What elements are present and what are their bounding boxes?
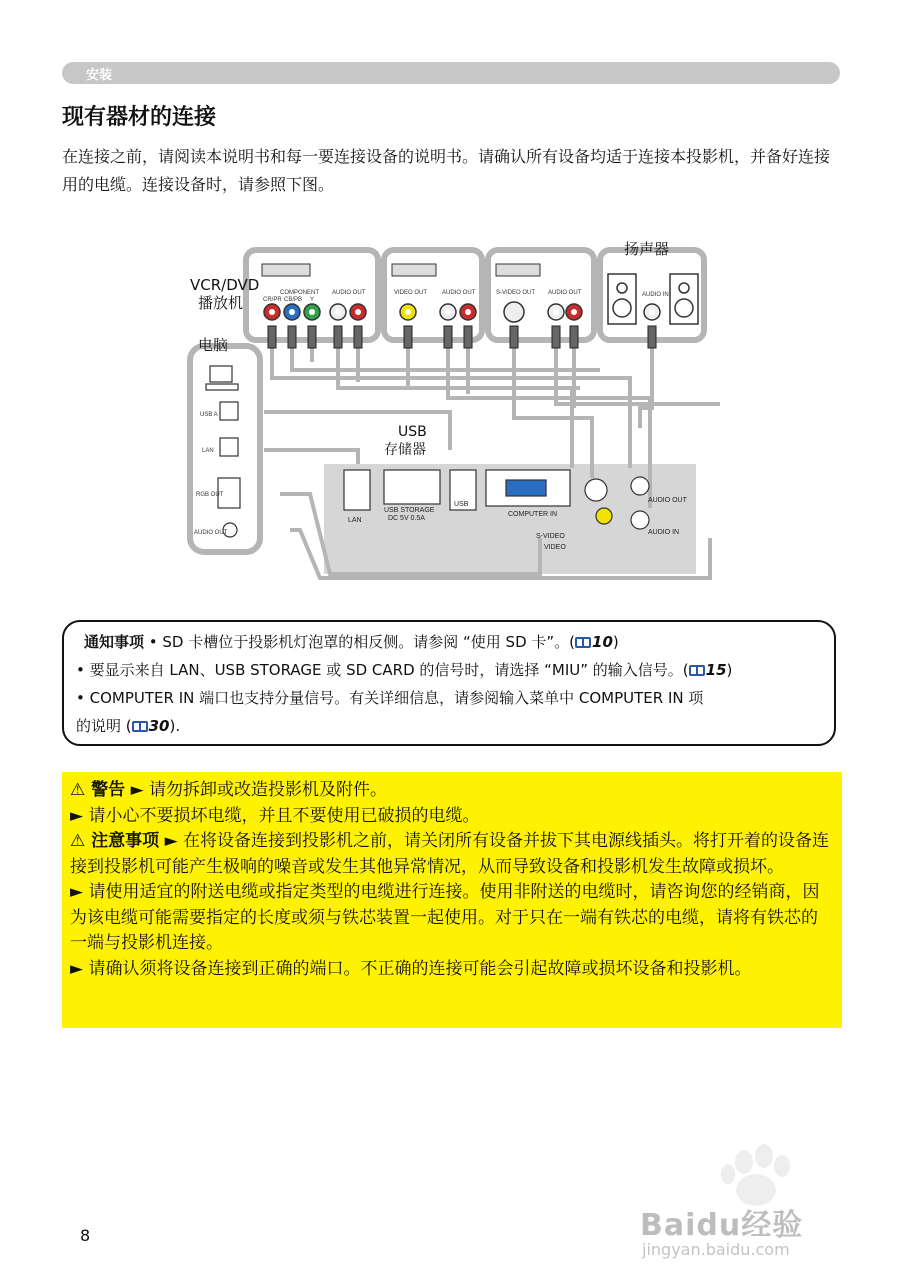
y-label: Y (310, 297, 315, 303)
notice-line-3: • COMPUTER IN 端口也支持分量信号。有关详细信息，请参阅输入菜单中 COMPUTER IN 项 (76, 689, 704, 707)
cable-svideo (514, 348, 592, 478)
caution-line-3: ► 请确认须将设备连接到正确的端口。不正确的连接可能会引起故障或损坏设备和投影机。 (70, 958, 752, 979)
notice-text-2: • 要显示来自 LAN、USB STORAGE 或 SD CARD 的信号时，请选择 “MIU” 的输入信号。( (76, 661, 689, 679)
proj-svideo-label: S-VIDEO (536, 533, 565, 540)
proj-audio-out-port (631, 477, 649, 495)
proj-audio-in-label: AUDIO IN (648, 529, 680, 536)
proj-video-label: VIDEO (544, 544, 566, 551)
proj-audio-out-label: AUDIO OUT (648, 497, 687, 504)
notice-text-4: 的说明 ( (76, 717, 132, 735)
proj-usb-storage-port (384, 470, 440, 504)
notice-close-1: ) (612, 633, 619, 651)
proj-audio-in-port (631, 511, 649, 529)
pc-lan-port (220, 438, 238, 456)
warning-label: ⚠ 警告 (70, 780, 126, 800)
pc-lan-label: LAN (202, 448, 214, 454)
pc-usb-label: USB A (200, 412, 218, 418)
section-label: 安装 (86, 68, 113, 83)
page-title: 现有器材的连接 (62, 105, 217, 130)
watermark-url: jingyan.baidu.com (642, 1240, 790, 1259)
page-number: 8 (80, 1226, 91, 1245)
jack-svideo (504, 302, 524, 322)
usb-memory-label: USB (398, 424, 427, 440)
audio-in-label-spk: AUDIO IN (642, 292, 669, 298)
notice-line-1 (76, 628, 822, 656)
cr-label: CR/PR (263, 297, 282, 303)
warning-text-1: ► 请勿拆卸或改造投影机及附件。 (125, 780, 388, 800)
ref-link-3[interactable]: 30 (148, 717, 170, 735)
watermark-brand: Baidu经验 (640, 1208, 804, 1243)
warning-line-2: ► 请小心不要损坏电缆，并且不要使用已破损的电缆。 (70, 805, 480, 826)
cb-label: CB/PB (284, 297, 303, 303)
proj-usb-label: USB (454, 501, 469, 508)
notice-lead: 通知事项 (84, 633, 145, 651)
section-bar (62, 62, 840, 84)
caution-line-2: ► 请使用适宜的附送电缆或指定类型的电缆进行连接。使用非附送的电缆时，请咨询您的经销商，因为该电缆可能需要指定的长度或须与铁芯装置一起使用。对于只在一端有铁芯的电缆，请将有铁芯的一端与投影机连接。 (70, 882, 820, 953)
book-icon (575, 637, 591, 648)
pc-usb-port (220, 402, 238, 420)
notice-box (62, 620, 836, 746)
speaker-label: 扬声器 (624, 240, 670, 258)
proj-lan-label: LAN (348, 517, 362, 524)
vcr-icons (262, 264, 540, 276)
proj-usb-storage-label: USB STORAGE (384, 507, 435, 514)
vcr-label-2: 播放机 (198, 294, 244, 312)
proj-computer-in-port (506, 480, 546, 496)
proj-video-port (596, 508, 612, 524)
pc-label: 电脑 (198, 336, 229, 354)
proj-svideo-port (585, 479, 607, 501)
proj-lan-port (344, 470, 370, 510)
vcr-label: VCR/DVD (190, 276, 260, 294)
audio-out-label-3: AUDIO OUT (548, 290, 582, 296)
notice-line-4 (76, 712, 822, 740)
pc-audio-label: AUDIO OUT (194, 530, 228, 536)
cable-audio-l1 (338, 348, 572, 468)
book-icon (132, 721, 148, 732)
usb-memory-label-2: 存储器 (384, 442, 426, 458)
ref-link-1[interactable]: 10 (592, 633, 613, 651)
proj-dc-label: DC 5V 0.5A (388, 515, 425, 522)
warning-line-1 (70, 778, 834, 804)
ref-link-2[interactable]: 15 (705, 661, 727, 679)
intro-paragraph: 在连接之前，请阅读本说明书和每一要连接设备的说明书。请确认所有设备均适于连接本投影机，并备好连接用的电缆。连接设备时，请参照下图。 (62, 147, 831, 194)
component-label: COMPONENT (280, 290, 319, 296)
proj-computer-in-label: COMPUTER IN (508, 511, 557, 518)
pc-rgb-label: RGB OUT (196, 492, 224, 498)
notice-close-3: ). (169, 717, 181, 735)
svideo-out-label: S-VIDEO OUT (496, 290, 536, 296)
book-icon (689, 665, 705, 676)
video-out-label: VIDEO OUT (394, 290, 428, 296)
caution-text-1: ► 在将设备连接到投影机之前，请关闭所有设备并拔下其电源线插头。将打开着的设备连接到投影机可能产生极响的噪音或发生其他异常情况，从而导致设备和投影机发生故障或损坏。 (70, 831, 830, 877)
caution-label: ⚠ 注意事项 (70, 831, 160, 851)
notice-close-2: ) (726, 661, 733, 679)
notice-text-1: • SD 卡槽位于投影机灯泡罩的相反侧。请参阅 “使用 SD 卡”。( (148, 633, 576, 651)
warning-box (62, 772, 842, 1028)
connection-diagram (180, 238, 720, 588)
audio-out-label-1: AUDIO OUT (332, 290, 366, 296)
audio-out-label-2: AUDIO OUT (442, 290, 476, 296)
cable-pc-lan (264, 450, 358, 464)
notice-line-2 (76, 656, 822, 684)
caution-line-1 (70, 829, 834, 880)
